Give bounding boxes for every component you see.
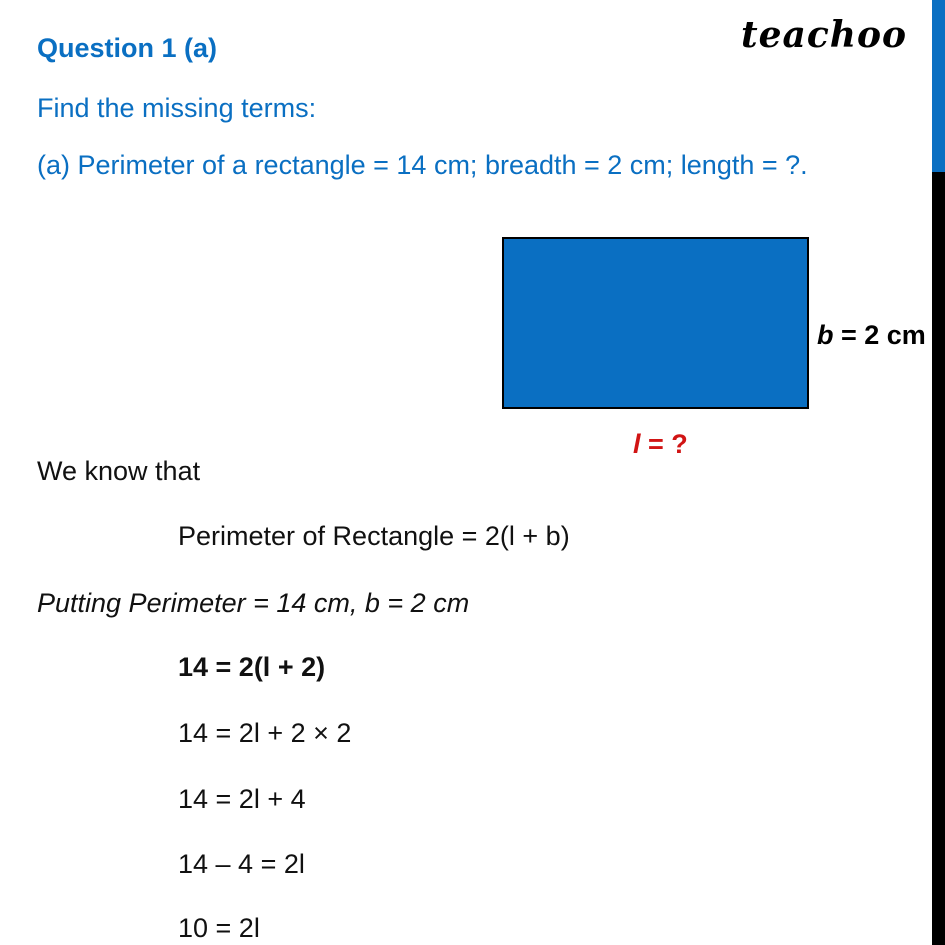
solution-step-4: 14 – 4 = 2l (178, 849, 305, 879)
rectangle-figure (502, 237, 809, 409)
teachoo-logo: teachoo (741, 14, 907, 56)
perimeter-formula: Perimeter of Rectangle = 2(l + b) (178, 521, 570, 551)
solution-intro: We know that (37, 456, 201, 486)
breadth-label (817, 320, 926, 351)
side-accent-bar-black (932, 172, 945, 945)
solution-step-5: 10 = 2l (178, 913, 260, 943)
breadth-value: = 2 cm (833, 320, 926, 350)
breadth-variable: b (817, 320, 834, 350)
solution-step-2: 14 = 2l + 2 × 2 (178, 718, 352, 748)
side-accent-bar-blue (932, 0, 945, 172)
length-variable: l (633, 429, 641, 459)
substitution-note: Putting Perimeter = 14 cm, b = 2 cm (37, 588, 470, 618)
question-heading: Question 1 (a) (37, 33, 218, 63)
solution-step-3: 14 = 2l + 4 (178, 784, 306, 814)
question-intro: Find the missing terms: (37, 93, 317, 123)
length-label (633, 429, 688, 460)
question-text: (a) Perimeter of a rectangle = 14 cm; breadth = 2 cm; length = ?. (37, 150, 808, 180)
solution-step-1: 14 = 2(l + 2) (178, 652, 326, 682)
length-value: = ? (640, 429, 688, 459)
